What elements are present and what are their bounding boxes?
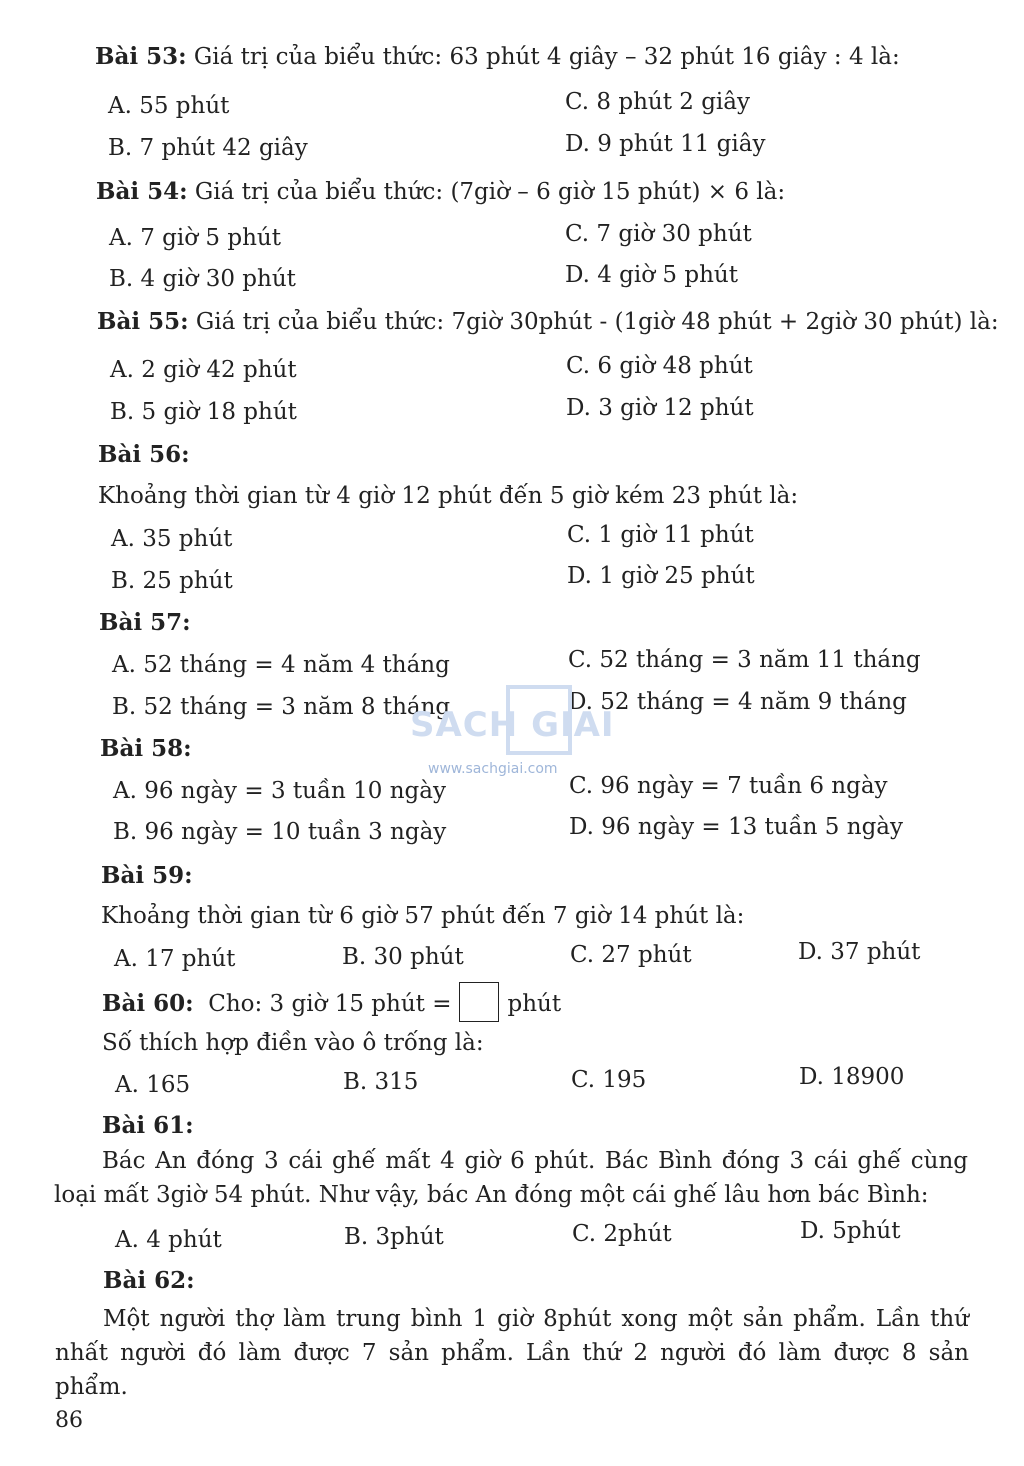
exercise-59-option-a: A. 17 phút bbox=[114, 946, 236, 972]
exercise-59-title: Bài 59: bbox=[101, 862, 193, 889]
exercise-61-option-c: C. 2phút bbox=[572, 1221, 672, 1247]
exercise-61-title: Bài 61: bbox=[102, 1112, 194, 1139]
exercise-61-text: Bác An đóng 3 cái ghế mất 4 giờ 6 phút. Bác Bình đóng 3 cái ghế cùng loại mất 3giờ 54 phút. Như vậy, bác An đóng một cái ghế lâu hơn bác Bình: bbox=[54, 1148, 968, 1208]
exercise-56-option-c: C. 1 giờ 11 phút bbox=[567, 522, 754, 548]
exercise-59-option-c: C. 27 phút bbox=[570, 942, 692, 968]
exercise-58-option-b: B. 96 ngày = 10 tuần 3 ngày bbox=[113, 819, 447, 845]
exercise-62-text: Một người thợ làm trung bình 1 giờ 8phút xong một sản phẩm. Lần thứ nhất người đó làm được 7 sản phẩm. Lần thứ 2 người đó làm được 8 sản phẩm. bbox=[55, 1306, 969, 1400]
exercise-58-option-d: D. 96 ngày = 13 tuần 5 ngày bbox=[569, 814, 903, 840]
exercise-56-option-b: B. 25 phút bbox=[111, 568, 233, 594]
exercise-55-option-d: D. 3 giờ 12 phút bbox=[566, 395, 754, 421]
exercise-53-option-c: C. 8 phút 2 giây bbox=[565, 89, 750, 115]
exercise-62-title: Bài 62: bbox=[103, 1267, 195, 1294]
exercise-54-option-b: B. 4 giờ 30 phút bbox=[109, 266, 296, 292]
exercise-56-option-d: D. 1 giờ 25 phút bbox=[567, 563, 755, 589]
exercise-60-question: Bài 60: Cho: 3 giờ 15 phút = phút bbox=[102, 985, 561, 1025]
exercise-59-question: Khoảng thời gian từ 6 giờ 57 phút đến 7 giờ 14 phút là: bbox=[101, 903, 745, 929]
watermark-logo bbox=[410, 683, 620, 783]
exercise-57-title: Bài 57: bbox=[99, 609, 191, 636]
exercise-58-option-c: C. 96 ngày = 7 tuần 6 ngày bbox=[569, 773, 888, 799]
page-number: 86 bbox=[55, 1408, 83, 1433]
exercise-54-title: Bài 54: bbox=[96, 178, 188, 205]
exercise-56-question: Khoảng thời gian từ 4 giờ 12 phút đến 5 giờ kém 23 phút là: bbox=[98, 483, 799, 509]
exercise-54-option-a: A. 7 giờ 5 phút bbox=[109, 225, 281, 251]
exercise-57-option-c: C. 52 tháng = 3 năm 11 tháng bbox=[568, 647, 921, 673]
exercise-56-option-a: A. 35 phút bbox=[111, 526, 233, 552]
exercise-60-option-d: D. 18900 bbox=[799, 1064, 905, 1090]
exercise-60-option-a: A. 165 bbox=[115, 1072, 191, 1098]
exercise-57-option-b: B. 52 tháng = 3 năm 8 tháng bbox=[112, 694, 451, 720]
exercise-54-option-c: C. 7 giờ 30 phút bbox=[565, 221, 752, 247]
exercise-59-option-d: D. 37 phút bbox=[798, 939, 921, 965]
exercise-57-option-a: A. 52 tháng = 4 năm 4 tháng bbox=[112, 652, 450, 678]
exercise-61-option-d: D. 5phút bbox=[800, 1218, 901, 1244]
exercise-53-option-d: D. 9 phút 11 giây bbox=[565, 131, 766, 157]
exercise-60-title: Bài 60: bbox=[102, 990, 194, 1017]
exercise-58-title: Bài 58: bbox=[100, 735, 192, 762]
exercise-53-option-b: B. 7 phút 42 giây bbox=[108, 135, 308, 161]
exercise-59-option-b: B. 30 phút bbox=[342, 944, 464, 970]
watermark-url: www.sachgiai.com bbox=[428, 761, 558, 777]
exercise-60-option-c: C. 195 bbox=[571, 1067, 647, 1093]
exercise-56-title: Bài 56: bbox=[98, 441, 190, 468]
exercise-54-option-d: D. 4 giờ 5 phút bbox=[565, 262, 738, 288]
exercise-53-option-a: A. 55 phút bbox=[108, 93, 230, 119]
exercise-61-option-b: B. 3phút bbox=[344, 1224, 444, 1250]
exercise-60-subquestion: Số thích hợp điền vào ô trống là: bbox=[102, 1030, 484, 1056]
exercise-55-option-b: B. 5 giờ 18 phút bbox=[110, 399, 297, 425]
exercise-55-question: Bài 55: Giá trị của biểu thức: 7giờ 30phút - (1giờ 48 phút + 2giờ 30 phút) là: bbox=[97, 308, 999, 335]
answer-blank-box bbox=[459, 982, 499, 1022]
exercise-55-option-a: A. 2 giờ 42 phút bbox=[110, 357, 297, 383]
exercise-53-title: Bài 53: bbox=[95, 43, 187, 70]
exercise-60-option-b: B. 315 bbox=[343, 1069, 419, 1095]
exercise-58-option-a: A. 96 ngày = 3 tuần 10 ngày bbox=[113, 778, 446, 804]
watermark-brand: SACH GIAI bbox=[410, 705, 615, 745]
exercise-57-option-d: D. 52 tháng = 4 năm 9 tháng bbox=[568, 689, 907, 715]
exercise-61-option-a: A. 4 phút bbox=[115, 1227, 222, 1253]
exercise-54-question: Bài 54: Giá trị của biểu thức: (7giờ – 6 giờ 15 phút) × 6 là: bbox=[96, 178, 786, 205]
exercise-55-option-c: C. 6 giờ 48 phút bbox=[566, 353, 753, 379]
exercise-55-title: Bài 55: bbox=[97, 308, 189, 335]
exercise-53-question: Bài 53: Giá trị của biểu thức: 63 phút 4 giây – 32 phút 16 giây : 4 là: bbox=[95, 43, 900, 70]
